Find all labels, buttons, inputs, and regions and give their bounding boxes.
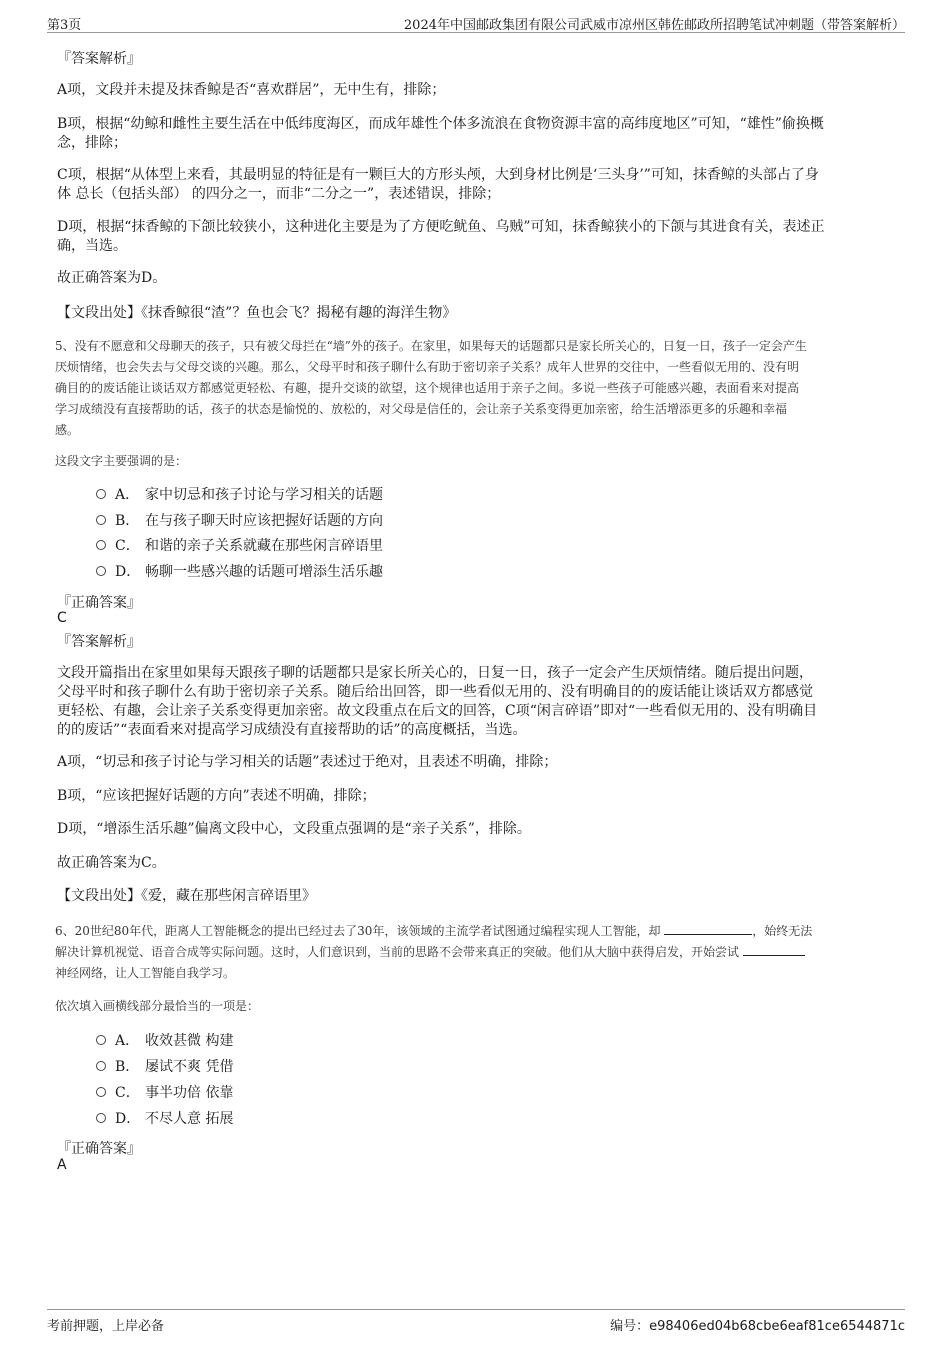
text-line: 神经网络，让人工智能自我学习。 (55, 966, 236, 980)
correct-answer-label: 『正确答案』 (57, 1141, 141, 1157)
q6-prompt: 依次填入画横线部分最恰当的一项是： (55, 999, 260, 1013)
q5-option-b[interactable]: B． 在与孩子聊天时应该把握好话题的方向 (96, 511, 383, 531)
radio-icon[interactable] (96, 540, 106, 550)
q4-conclusion: 故正确答案为D。 (57, 270, 167, 286)
fill-blank (664, 922, 752, 935)
text-line: D项，根据“抹香鲸的下颌比较狭小，这种进化主要是为了方便吃鱿鱼、乌贼”可知，抹香鲸狭小的下颌与其进食有关，表述正 (57, 219, 825, 235)
q6-answer: A (57, 1157, 67, 1173)
page-header (47, 12, 905, 33)
text-line: 更轻松、有趣，会让亲子关系变得更加亲密。故文段重点在后文的回答，C项“闲言碎语”即对“一些看似无用的、没有明确目 (57, 703, 818, 719)
text-line: 确目的的废话能让谈话双方都感觉更轻松、有趣，提升交谈的欲望，这个规律也适用于亲子之间。多说一些孩子可能感兴趣，表面看来对提高 (55, 381, 800, 395)
text-line: C项，根据“从体型上来看，其最明显的特征是有一颗巨大的方形头颅，大到身材比例是‘三头身’”可知，抹香鲸的头部占了身 (57, 167, 819, 183)
q5-option-d[interactable]: D． 畅聊一些感兴趣的话题可增添生活乐趣 (96, 562, 383, 582)
q6-passage (55, 921, 893, 984)
analysis-label: 『答案解析』 (57, 51, 141, 67)
q5-option-c[interactable]: C． 和谐的亲子关系就藏在那些闲言碎语里 (96, 536, 383, 556)
document-id: 编号：e98406ed04b68cbe6eaf81ce6544871c (610, 1319, 905, 1334)
q6-option-c[interactable]: C． 事半功倍 依靠 (96, 1083, 233, 1103)
text-line: 父母平时和孩子聊什么有助于密切亲子关系。随后给出回答，即一些看似无用的、没有明确目的的废话能让谈话双方都感觉 (57, 684, 813, 700)
footer-slogan: 考前押题，上岸必备 (47, 1319, 165, 1334)
correct-answer-label: 『正确答案』 (57, 595, 141, 611)
text-line: 确，当选。 (57, 238, 127, 254)
text-line: 感。 (55, 423, 80, 437)
text-line: 6、20世纪80年代，距离人工智能概念的提出已经过去了30年，该领域的主流学者试图通过编程实现人工智能，却 ，始终无法 (55, 924, 813, 938)
radio-icon[interactable] (96, 1061, 106, 1071)
q5-option-a-analysis: A项，“切忌和孩子讨论与学习相关的话题”表述过于绝对，且表述不明确，排除； (57, 754, 558, 770)
q6-option-d[interactable]: D． 不尽人意 拓展 (96, 1109, 233, 1129)
q5-analysis (57, 664, 893, 740)
fill-blank (743, 943, 805, 956)
q4-option-a-analysis: A项，文段并未提及抹香鲸是否“喜欢群居”，无中生有，排除； (57, 82, 446, 98)
q4-option-c-analysis (57, 166, 893, 204)
radio-icon[interactable] (96, 1113, 106, 1123)
text-line: 厌烦情绪，也会失去与父母交谈的兴趣。那么，父母平时和孩子聊什么有助于密切亲子关系？成年人世界的交往中，一些看似无用的、没有明 (55, 360, 800, 374)
text-line: 5、没有不愿意和父母聊天的孩子，只有被父母拦在“墙”外的孩子。在家里，如果每天的话题都只是家长所关心的，日复一日，孩子一定会产生 (55, 339, 807, 353)
text-line: 学习成绩没有直接帮助的话，孩子的状态是愉悦的、放松的，对父母是信任的，会让亲子关系变得更加亲密，给生活增添更多的乐趣和幸福 (55, 402, 788, 416)
q5-conclusion: 故正确答案为C。 (57, 855, 166, 871)
page-footer (47, 1309, 905, 1334)
q5-prompt: 这段文字主要强调的是： (55, 454, 188, 468)
q5-answer: C (57, 610, 67, 626)
radio-icon[interactable] (96, 489, 106, 499)
radio-icon[interactable] (96, 566, 106, 576)
q4-option-d-analysis (57, 218, 893, 256)
text-line: B项，根据“幼鲸和雌性主要生活在中低纬度海区，而成年雄性个体多流浪在食物资源丰富的高纬度地区”可知，“雄性”偷换概 (57, 116, 824, 132)
q6-option-a[interactable]: A． 收效甚微 构建 (96, 1031, 233, 1051)
text-line: 解决计算机视觉、语音合成等实际问题。这时，人们意识到，当前的思路不会带来真正的突破。他们从大脑中获得启发，开始尝试 (55, 942, 893, 963)
page-number: 第3页 (47, 18, 82, 33)
analysis-label: 『答案解析』 (57, 634, 141, 650)
q4-source: 【文段出处】《抹香鲸很“渣”？鱼也会飞？揭秘有趣的海洋生物》 (57, 305, 457, 321)
q5-source: 【文段出处】《爱，藏在那些闲言碎语里》 (57, 888, 316, 904)
text-line: 的的废话”“表面看来对提高学习成绩没有直接帮助的话”的高度概括，当选。 (57, 722, 527, 738)
radio-icon[interactable] (96, 1035, 106, 1045)
radio-icon[interactable] (96, 515, 106, 525)
text-line: 体 总长（包括头部） 的四分之一，而非“二分之一”，表述错误，排除； (57, 186, 501, 202)
radio-icon[interactable] (96, 1087, 106, 1097)
q5-passage (55, 336, 893, 441)
q5-option-b-analysis: B项，“应该把握好话题的方向”表述不明确，排除； (57, 788, 376, 804)
document-title: 2024年中国邮政集团有限公司武威市凉州区韩佐邮政所招聘笔试冲刺题（带答案解析） (403, 18, 905, 33)
q5-option-a[interactable]: A． 家中切忌和孩子讨论与学习相关的话题 (96, 485, 383, 505)
q4-option-b-analysis (57, 115, 893, 153)
q5-option-d-analysis: D项，“增添生活乐趣”偏离文段中心，文段重点强调的是“亲子关系”，排除。 (57, 821, 531, 837)
text-line: 文段开篇指出在家里如果每天跟孩子聊的话题都只是家长所关心的，日复一日，孩子一定会产生厌烦情绪。随后提出问题， (57, 665, 813, 681)
text-line: 念，排除； (57, 135, 127, 151)
q6-option-b[interactable]: B． 屡试不爽 凭借 (96, 1057, 233, 1077)
